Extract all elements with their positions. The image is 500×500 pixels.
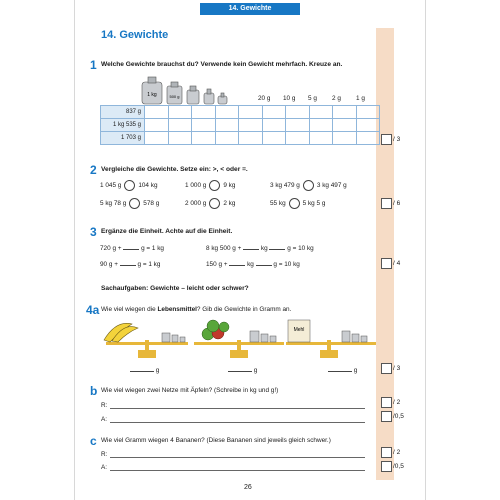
svg-text:1 kg: 1 kg — [147, 92, 157, 98]
task-4c-question: Wie viel Gramm wiegen 4 Bananen? (Diese Bananen sind jeweils gleich schwer.) — [101, 437, 331, 444]
banana-icon — [104, 323, 138, 342]
task-3-instruction: Ergänze die Einheit. Achte auf die Einheit. — [101, 228, 233, 235]
weight-set-icon — [162, 333, 185, 342]
checkbox-cell[interactable] — [239, 132, 263, 145]
calc-label: R: — [101, 402, 108, 409]
table-row — [101, 119, 380, 132]
answer-blank[interactable] — [243, 244, 259, 250]
checkbox-cell[interactable] — [333, 119, 357, 132]
task-2-instruction: Vergleiche die Gewichte. Setze ein: >, < oder =. — [101, 166, 248, 173]
task-4b-question: Wie viel wiegen zwei Netze mit Äpfeln? (Schreibe in kg und g!) — [101, 387, 279, 394]
checkbox-cell[interactable] — [168, 119, 192, 132]
answer-blank[interactable] — [269, 244, 285, 250]
score-label: / 2 — [393, 449, 401, 456]
checkbox-cell[interactable] — [309, 119, 333, 132]
fill-item: 150 g + kg g = 10 kg — [206, 261, 300, 268]
task-4a-number: 4a — [86, 303, 100, 317]
score-label: / 3 — [393, 136, 401, 143]
answer-line[interactable] — [110, 422, 365, 423]
compare-circle[interactable] — [209, 198, 220, 209]
task-3-number: 3 — [90, 225, 97, 239]
weights-table — [100, 105, 380, 145]
row-label: 1 703 g — [101, 132, 145, 145]
score-box[interactable] — [381, 461, 392, 472]
checkbox-cell[interactable] — [309, 106, 333, 119]
flour-bag-icon — [288, 320, 310, 342]
compare-circle[interactable] — [289, 198, 300, 209]
compare-item: 1 045 g 104 kg — [100, 182, 158, 189]
checkbox-cell[interactable] — [192, 106, 216, 119]
weight-label: 10 g — [283, 95, 296, 102]
weight-label: 20 g — [258, 95, 271, 102]
task-4c-letter: c — [90, 434, 97, 448]
weight-set-icon — [342, 331, 367, 342]
row-label: 837 g — [101, 106, 145, 119]
calc-label: R: — [101, 451, 108, 458]
checkbox-cell[interactable] — [286, 106, 310, 119]
calc-line[interactable] — [110, 408, 365, 409]
compare-item: 3 kg 479 g 3 kg 497 g — [270, 182, 347, 189]
checkbox-cell[interactable] — [145, 106, 169, 119]
svg-text:Mehl: Mehl — [293, 327, 305, 333]
weight-100g-icon — [204, 89, 214, 104]
weight-1kg-icon — [142, 77, 162, 104]
apple-net-icon — [202, 320, 229, 340]
score-label: / 4 — [393, 260, 401, 267]
task-1-number: 1 — [90, 58, 97, 72]
score-label: /0,5 — [393, 463, 404, 470]
weight-50g-icon — [218, 93, 227, 104]
weight-label: 5 g — [308, 95, 317, 102]
fill-item: 720 g + g = 1 kg — [100, 245, 164, 252]
score-label: /0,5 — [393, 413, 404, 420]
score-box[interactable] — [381, 363, 392, 374]
balance-scale-icon — [194, 340, 284, 358]
compare-circle[interactable] — [303, 180, 314, 191]
checkbox-cell[interactable] — [356, 119, 380, 132]
table-row — [101, 106, 380, 119]
answer-blank[interactable] — [123, 244, 139, 250]
checkbox-cell[interactable] — [192, 119, 216, 132]
score-box[interactable] — [381, 258, 392, 269]
weight-label: 2 g — [332, 95, 341, 102]
checkbox-cell[interactable] — [356, 132, 380, 145]
task-2-number: 2 — [90, 163, 97, 177]
answer-label: A: — [101, 416, 108, 423]
compare-item: 5 kg 78 g 578 g — [100, 200, 160, 207]
checkbox-cell[interactable] — [356, 106, 380, 119]
answer-field[interactable]: g — [328, 366, 357, 374]
compare-item: 2 000 g 2 kg — [185, 200, 236, 207]
row-label: 1 kg 535 g — [101, 119, 145, 132]
checkbox-cell[interactable] — [145, 119, 169, 132]
compare-circle[interactable] — [209, 180, 220, 191]
weight-label: 1 g — [356, 95, 365, 102]
answer-blank[interactable] — [256, 260, 272, 266]
compare-circle[interactable] — [124, 180, 135, 191]
answer-field[interactable]: g — [130, 366, 159, 374]
weights-illustration — [140, 74, 260, 106]
score-label: / 2 — [393, 399, 401, 406]
compare-item: 55 kg 5 kg 5 g — [270, 200, 326, 207]
checkbox-cell[interactable] — [168, 132, 192, 145]
score-box[interactable] — [381, 397, 392, 408]
weight-200g-icon — [187, 86, 199, 104]
task-4a-instruction: Wie viel wiegen die Lebensmittel? Gib die Gewichte in Gramm an. — [101, 306, 292, 313]
weight-500g-icon — [167, 82, 182, 104]
checkbox-cell[interactable] — [286, 119, 310, 132]
weight-set-icon — [250, 331, 276, 342]
svg-text:500 g: 500 g — [169, 94, 180, 99]
fill-item: 90 g + g = 1 kg — [100, 261, 161, 268]
checkbox-cell[interactable] — [215, 119, 239, 132]
score-label: / 6 — [393, 200, 401, 207]
score-box[interactable] — [381, 198, 392, 209]
checkbox-cell[interactable] — [333, 132, 357, 145]
checkbox-cell[interactable] — [145, 132, 169, 145]
score-box[interactable] — [381, 134, 392, 145]
section-heading: Sachaufgaben: Gewichte – leicht oder schwer? — [101, 285, 249, 292]
checkbox-cell[interactable] — [168, 106, 192, 119]
balance-scale-icon — [106, 340, 188, 358]
checkbox-cell[interactable] — [262, 132, 286, 145]
score-label: / 3 — [393, 365, 401, 372]
score-box[interactable] — [381, 447, 392, 458]
checkbox-cell[interactable] — [262, 106, 286, 119]
checkbox-cell[interactable] — [215, 106, 239, 119]
checkbox-cell[interactable] — [239, 106, 263, 119]
answer-line[interactable] — [110, 470, 365, 471]
fill-item: 8 kg 500 g + kg g = 10 kg — [206, 245, 314, 252]
answer-blank[interactable] — [120, 260, 136, 266]
page-title: 14. Gewichte — [101, 29, 169, 41]
balance-scale-icon — [286, 340, 376, 358]
checkbox-cell[interactable] — [215, 132, 239, 145]
checkbox-cell[interactable] — [309, 132, 333, 145]
answer-label: A: — [101, 464, 108, 471]
task-4b-letter: b — [90, 384, 98, 398]
checkbox-cell[interactable] — [333, 106, 357, 119]
page-number: 26 — [244, 484, 252, 491]
balance-scales-illustration — [98, 316, 380, 366]
answer-blank[interactable] — [229, 260, 245, 266]
compare-item: 1 000 g 9 kg — [185, 182, 236, 189]
checkbox-cell[interactable] — [286, 132, 310, 145]
chapter-tab: 14. Gewichte — [200, 3, 300, 15]
checkbox-cell[interactable] — [192, 132, 216, 145]
answer-field[interactable]: g — [228, 366, 257, 374]
checkbox-cell[interactable] — [262, 119, 286, 132]
checkbox-cell[interactable] — [239, 119, 263, 132]
score-box[interactable] — [381, 411, 392, 422]
table-row — [101, 132, 380, 145]
task-1-instruction: Welche Gewichte brauchst du? Verwende kein Gewicht mehrfach. Kreuze an. — [101, 61, 343, 68]
calc-line[interactable] — [110, 457, 365, 458]
compare-circle[interactable] — [129, 198, 140, 209]
